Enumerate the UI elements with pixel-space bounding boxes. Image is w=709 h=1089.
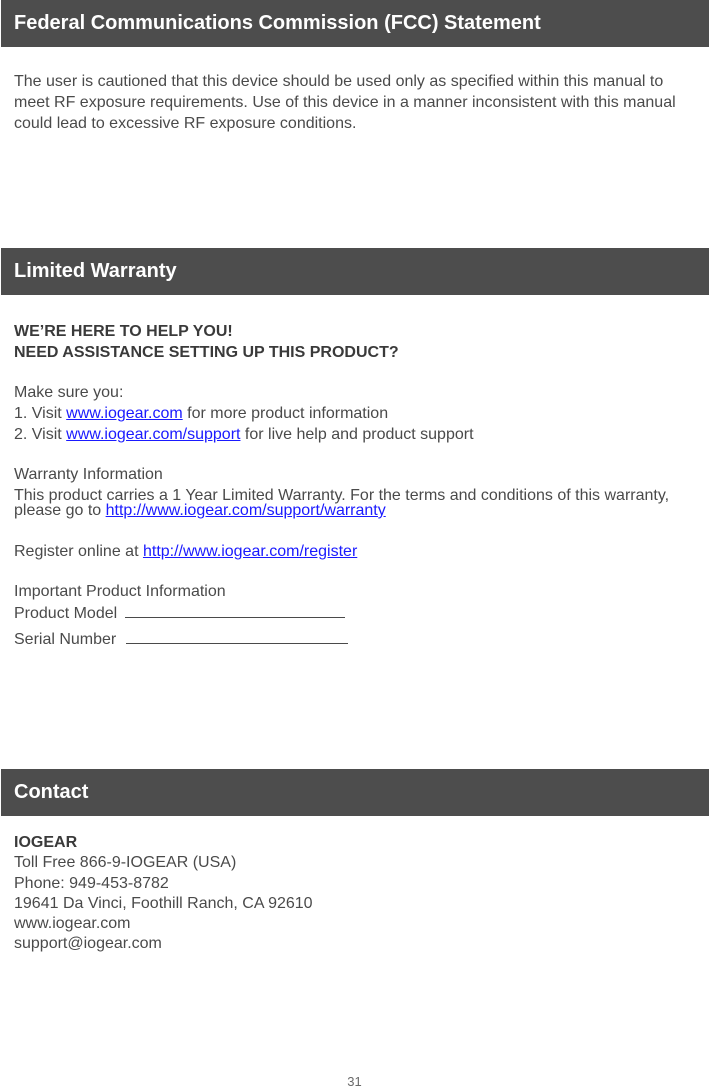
fcc-section-header bbox=[1, 0, 709, 47]
warranty-info-line-1: This product carries a 1 Year Limited Warranty. For the terms and conditions of this warranty, bbox=[14, 487, 670, 504]
warranty-info-heading: Warranty Information bbox=[14, 466, 163, 483]
warranty-heading-help: WE’RE HERE TO HELP YOU! bbox=[14, 323, 233, 340]
serial-number-blank bbox=[126, 629, 348, 644]
register-line bbox=[14, 542, 357, 562]
warranty-section-header bbox=[1, 248, 709, 295]
step-1 bbox=[14, 404, 388, 424]
iogear-home-link[interactable]: www.iogear.com bbox=[66, 405, 183, 422]
product-model-label: Product Model bbox=[14, 605, 118, 622]
contact-company: IOGEAR bbox=[14, 834, 78, 851]
warranty-info-line-2 bbox=[14, 501, 386, 521]
step-2-prefix: 2. Visit bbox=[14, 426, 67, 443]
fcc-section-title: Federal Communications Commission (FCC) Statement bbox=[14, 12, 541, 34]
contact-email: support@iogear.com bbox=[14, 935, 162, 952]
warranty-terms-link[interactable]: http://www.iogear.com/support/warranty bbox=[105, 502, 386, 519]
register-link[interactable]: http://www.iogear.com/register bbox=[142, 543, 358, 560]
fcc-text-line-3: could lead to excessive RF exposure conditions. bbox=[14, 115, 357, 132]
register-prefix: Register online at bbox=[14, 543, 143, 560]
contact-toll-free: Toll Free 866-9-IOGEAR (USA) bbox=[14, 854, 237, 871]
iogear-support-link[interactable]: www.iogear.com/support bbox=[66, 426, 241, 443]
product-model-blank bbox=[125, 603, 345, 618]
contact-address: 19641 Da Vinci, Foothill Ranch, CA 92610 bbox=[14, 895, 313, 912]
serial-number-row bbox=[14, 629, 348, 650]
contact-phone: Phone: 949-453-8782 bbox=[14, 875, 169, 892]
warranty-info-prefix: please go to bbox=[14, 502, 106, 519]
contact-website: www.iogear.com bbox=[14, 915, 131, 932]
step-2-suffix: for live help and product support bbox=[240, 426, 474, 443]
fcc-text-line-1: The user is cautioned that this device should be used only as specified within this manual to bbox=[14, 73, 664, 90]
warranty-section-title: Limited Warranty bbox=[14, 260, 177, 282]
important-info-heading: Important Product Information bbox=[14, 583, 226, 600]
page-number: 31 bbox=[347, 1074, 362, 1089]
product-model-row bbox=[14, 603, 345, 624]
step-1-suffix: for more product information bbox=[182, 405, 389, 422]
serial-number-label: Serial Number bbox=[14, 631, 117, 648]
make-sure-label: Make sure you: bbox=[14, 384, 124, 401]
warranty-heading-assistance: NEED ASSISTANCE SETTING UP THIS PRODUCT? bbox=[14, 344, 399, 361]
fcc-text-line-2: meet RF exposure requirements. Use of this device in a manner inconsistent with this manual bbox=[14, 94, 676, 111]
step-2 bbox=[14, 425, 474, 445]
contact-section-title: Contact bbox=[14, 781, 89, 803]
step-1-prefix: 1. Visit bbox=[14, 405, 67, 422]
contact-section-header bbox=[1, 769, 709, 816]
